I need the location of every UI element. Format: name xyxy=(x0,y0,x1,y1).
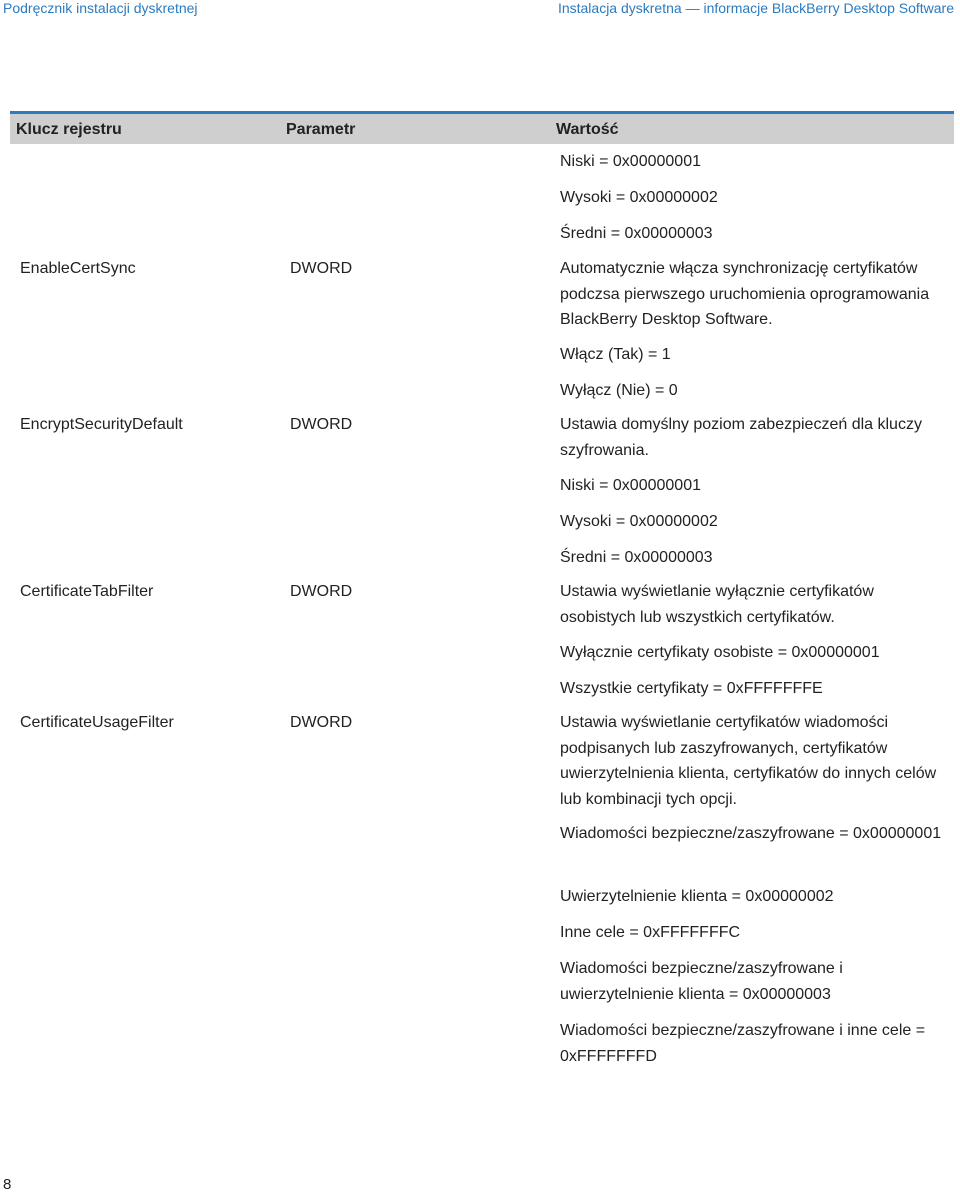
leading-value: Niski = 0x00000001 xyxy=(560,153,701,170)
column-header-parameter: Parametr xyxy=(286,121,356,138)
value-cell: Wiadomości bezpieczne/zaszyfrowane i uwierzytelnienie klienta = 0x00000003 xyxy=(560,960,843,1003)
value-cell: Wysoki = 0x00000002 xyxy=(560,513,718,530)
registry-key-cell: CertificateUsageFilter xyxy=(20,714,174,731)
parameter-cell: DWORD xyxy=(290,416,353,433)
leading-value: Wysoki = 0x00000002 xyxy=(560,189,718,206)
column-header-registry-key: Klucz rejestru xyxy=(16,121,122,138)
value-cell: Inne cele = 0xFFFFFFFC xyxy=(560,924,741,941)
value-cell: Wiadomości bezpieczne/zaszyfrowane = 0x00000001 xyxy=(560,825,942,842)
description-cell: Automatycznie włącza synchronizację certyfikatów podczsa pierwszego uruchomienia oprogramowania BlackBerry Desktop Software. xyxy=(560,260,930,328)
page-number: 8 xyxy=(3,1176,12,1193)
column-header-value: Wartość xyxy=(556,121,619,138)
value-cell: Uwierzytelnienie klienta = 0x00000002 xyxy=(560,888,834,905)
table-header-row xyxy=(10,111,954,144)
registry-key-cell: CertificateTabFilter xyxy=(20,583,154,600)
registry-key-cell: EncryptSecurityDefault xyxy=(20,416,183,433)
leading-value: Średni = 0x00000003 xyxy=(560,225,713,242)
value-cell: Wyłącz (Nie) = 0 xyxy=(560,382,678,399)
parameter-cell: DWORD xyxy=(290,260,353,277)
description-cell: Ustawia wyświetlanie certyfikatów wiadomości podpisanych lub zaszyfrowanych, certyfikatów uwierzytelnienia klienta, certyfikatów do innych celów lub kombinacji tych opcji. xyxy=(560,714,937,808)
registry-key-cell: EnableCertSync xyxy=(20,260,136,277)
value-cell: Niski = 0x00000001 xyxy=(560,477,701,494)
value-cell: Wyłącznie certyfikaty osobiste = 0x00000001 xyxy=(560,644,880,661)
value-cell: Wszystkie certyfikaty = 0xFFFFFFFE xyxy=(560,680,823,697)
description-cell: Ustawia wyświetlanie wyłącznie certyfikatów osobistych lub wszystkich certyfikatów. xyxy=(560,583,874,626)
value-cell: Wiadomości bezpieczne/zaszyfrowane i inne cele = 0xFFFFFFFD xyxy=(560,1022,926,1065)
registry-table xyxy=(10,111,954,1065)
running-header-title: Podręcznik instalacji dyskretnej xyxy=(3,0,198,16)
value-cell: Średni = 0x00000003 xyxy=(560,549,713,566)
running-header-section: Instalacja dyskretna — informacje BlackBerry Desktop Software xyxy=(557,0,954,16)
parameter-cell: DWORD xyxy=(290,583,353,600)
parameter-cell: DWORD xyxy=(290,714,353,731)
description-cell: Ustawia domyślny poziom zabezpieczeń dla kluczy szyfrowania. xyxy=(560,416,922,459)
value-cell: Włącz (Tak) = 1 xyxy=(560,346,671,363)
